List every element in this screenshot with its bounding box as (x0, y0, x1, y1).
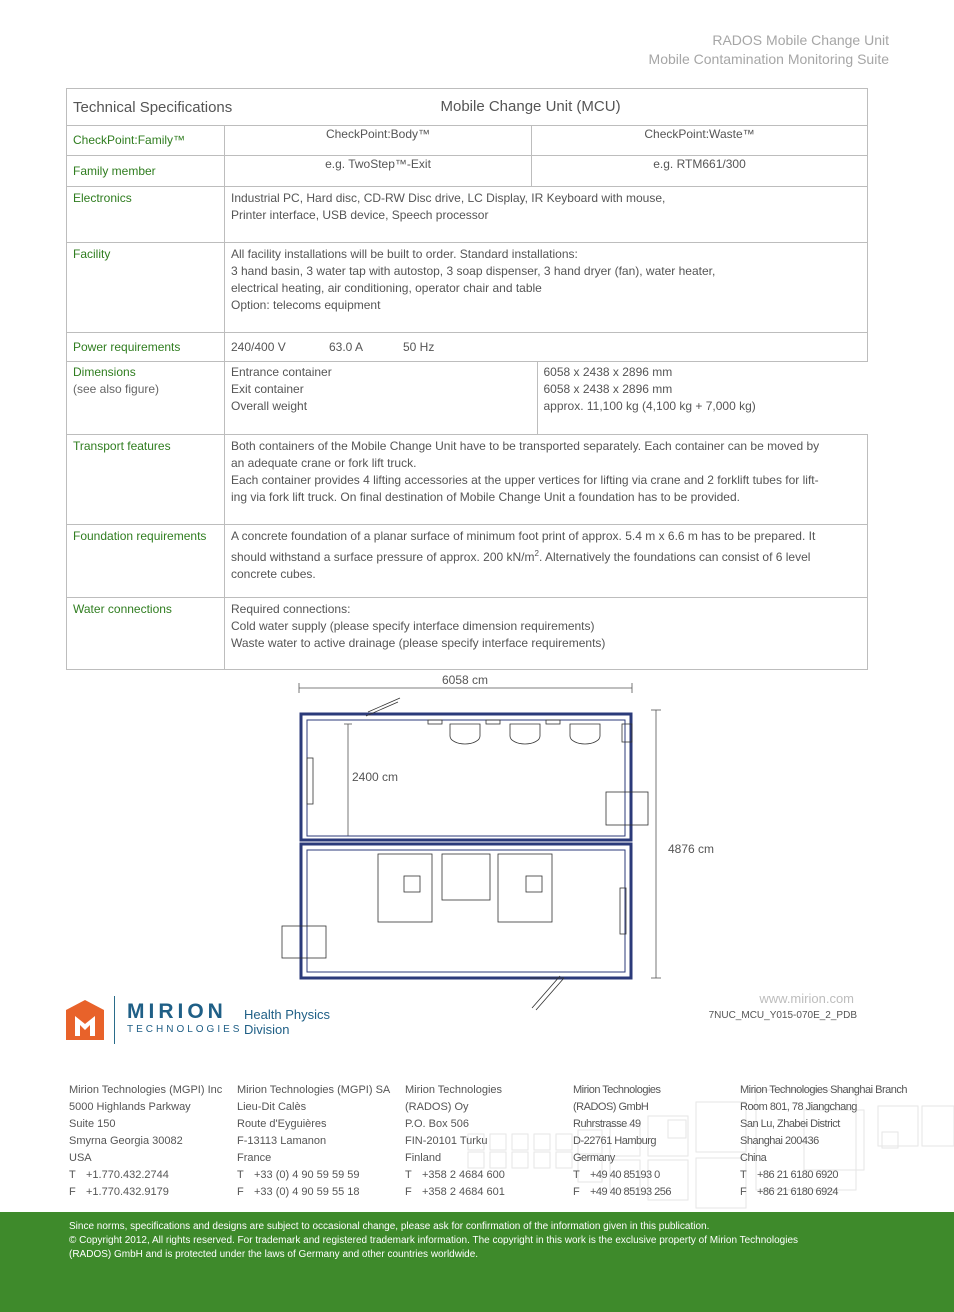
table-row-electronics (67, 187, 868, 243)
phone-key: T (237, 1169, 244, 1181)
row-value (225, 435, 868, 525)
address-line: FIN-20101 Turku (405, 1135, 488, 1147)
text-line: Both containers of the Mobile Change Unit have to be transported separately. Each container can be moved by (231, 439, 820, 453)
text-line: Printer interface, USB device, Speech processor (231, 208, 489, 222)
address-line: Mirion Technologies Shanghai Branch (740, 1084, 907, 1096)
phone-line (69, 1167, 222, 1184)
phone-line (740, 1167, 907, 1184)
address-line: F-13113 Lamanon (237, 1135, 327, 1147)
phone-key: T (69, 1169, 76, 1181)
family-body: CheckPoint:Body™ (225, 126, 532, 156)
row-value (225, 187, 868, 243)
logo-subtitle: TECHNOLOGIES (127, 1024, 243, 1035)
text-line: Option: telecoms equipment (231, 298, 381, 312)
address-line: Suite 150 (69, 1118, 116, 1130)
row-value (225, 333, 868, 362)
text-line: Each container provides 4 lifting accessories at the upper vertices for lifting via crane and 2 forklift tubes for lift- (231, 473, 819, 487)
family-waste: CheckPoint:Waste™ (532, 126, 868, 156)
text-line: an adequate crane or fork lift truck. (231, 456, 417, 470)
address-line: D-22761 Hamburg (573, 1135, 656, 1147)
address-china (740, 1082, 907, 1201)
table-row-facility (67, 243, 868, 333)
address-line: Mirion Technologies (573, 1084, 661, 1096)
legal-text (69, 1220, 859, 1262)
address-line: P.O. Box 506 (405, 1118, 470, 1130)
legal-footer (0, 1212, 954, 1312)
address-line: Smyrna Georgia 30082 (69, 1135, 183, 1147)
table-title-row (67, 89, 868, 126)
header-suite: Mobile Contamination Monitoring Suite (648, 51, 889, 67)
inner-dimension-label: 2400 cm (352, 770, 399, 784)
text-line: ing via fork lift truck. On final destination of Mobile Change Unit a foundation has to be provided. (231, 490, 740, 504)
address-line: Germany (573, 1152, 615, 1164)
address-line: (RADOS) Oy (405, 1101, 469, 1113)
phone-key: T (573, 1169, 580, 1181)
table-row-member (67, 156, 868, 187)
mirion-mark-icon (66, 1000, 104, 1040)
phone-key: T (405, 1169, 412, 1181)
table-row-water (67, 598, 868, 670)
legal-line: Since norms, specifications and designs are subject to occasional change, please ask for confirmation of the information given in this publication. (69, 1221, 710, 1232)
text-line: approx. 11,100 kg (4,100 kg + 7,000 kg) (543, 399, 756, 413)
phone-line (237, 1167, 390, 1184)
table-row-foundation (67, 525, 868, 598)
mirion-logo (66, 994, 336, 1048)
logo-divider (114, 996, 115, 1044)
address-line: 5000 Highlands Parkway (69, 1101, 191, 1113)
address-line: Finland (405, 1152, 442, 1164)
row-label: Family member (67, 156, 225, 187)
floor-plan-drawing (280, 672, 715, 1022)
power-frequency: 50 Hz (403, 339, 435, 354)
text-line: Waste water to active drainage (please specify interface requirements) (231, 636, 606, 650)
fax-key: F (405, 1186, 412, 1198)
address-line: Mirion Technologies (MGPI) SA (237, 1084, 391, 1096)
logo-brand: MIRION (127, 1000, 227, 1023)
text-fragment: should withstand a surface pressure of approx. 200 kN/m (231, 550, 535, 564)
address-finland (405, 1082, 505, 1201)
row-label (67, 362, 225, 435)
member-body: e.g. TwoStep™-Exit (225, 156, 532, 187)
text-line: 3 hand basin, 3 water tap with autostop, 3 soap dispenser, 3 hand dryer (fan), water heater, (231, 264, 716, 278)
table-row-transport (67, 435, 868, 525)
superscript: 2 (534, 549, 539, 558)
phone-line (573, 1167, 671, 1184)
dimensions-label: Dimensions (73, 365, 136, 379)
address-usa (69, 1082, 222, 1201)
fax-key: F (69, 1186, 76, 1198)
table-subject: Mobile Change Unit (MCU) (440, 97, 621, 115)
phone-number: +358 2 4684 600 (422, 1169, 505, 1181)
address-line: Ruhrstrasse 49 (573, 1118, 641, 1130)
text-fragment: . Alternatively the foundations can consist of 6 level (538, 550, 811, 564)
power-current: 63.0 A (329, 339, 364, 354)
text-line: Industrial PC, Hard disc, CD-RW Disc drive, LC Display, IR Keyboard with mouse, (231, 191, 666, 205)
address-germany (573, 1082, 671, 1201)
address-line: (RADOS) GmbH (573, 1101, 649, 1113)
phone-line (405, 1167, 505, 1184)
address-line: Lieu-Dit Calès (237, 1101, 307, 1113)
header-product: RADOS Mobile Change Unit (712, 32, 889, 48)
fax-line (237, 1184, 390, 1201)
address-line: Room 801, 78 Jiangchang (740, 1101, 857, 1113)
document-header (649, 31, 889, 69)
text-line: concrete cubes. (231, 567, 316, 581)
power-voltage: 240/400 V (231, 339, 286, 354)
dimensions-values (537, 362, 868, 434)
address-france (237, 1082, 390, 1201)
text-line (231, 545, 861, 566)
row-label: Electronics (67, 187, 225, 243)
text-line: All facility installations will be built to order. Standard installations: (231, 247, 578, 261)
dimensions-items (225, 362, 537, 434)
address-line: Mirion Technologies (MGPI) Inc (69, 1084, 223, 1096)
fax-line (405, 1184, 505, 1201)
text-line: 6058 x 2438 x 2896 mm (543, 365, 673, 379)
fax-number: +33 (0) 4 90 59 55 18 (254, 1186, 360, 1198)
address-line: San Lu, Zhabei District (740, 1118, 840, 1130)
specifications-table (66, 88, 868, 670)
fax-number: +358 2 4684 601 (422, 1186, 505, 1198)
row-label: Transport features (67, 435, 225, 525)
phone-number: +49 40 85193 0 (590, 1169, 660, 1181)
text-line: Cold water supply (please specify interface dimension requirements) (231, 619, 595, 633)
fax-key: F (740, 1186, 747, 1198)
fax-line (69, 1184, 222, 1201)
fax-line (573, 1184, 671, 1201)
text-line: Entrance container (231, 365, 332, 379)
table-row-power (67, 333, 868, 362)
legal-line: © Copyright 2012, All rights reserved. For trademark and registered trademark information. The copyright in this work is the exclusive property of Mirion Technologies (69, 1235, 798, 1246)
width-dimension-label: 6058 cm (441, 673, 489, 687)
fax-key: F (573, 1186, 580, 1198)
address-line: Route d'Eyguières (237, 1118, 327, 1130)
website-link[interactable]: www.mirion.com (759, 991, 854, 1006)
address-line: Mirion Technologies (405, 1084, 503, 1096)
text-line: Overall weight (231, 399, 308, 413)
dimensions-subtable (225, 362, 868, 434)
logo-division (244, 1007, 330, 1037)
document-code: 7NUC_MCU_Y015-070E_2_PDB (708, 1010, 857, 1021)
fax-number: +49 40 85193 256 (590, 1186, 672, 1198)
text-line: 6058 x 2438 x 2896 mm (543, 382, 673, 396)
dimensions-note: (see also figure) (73, 382, 160, 396)
row-label: Water connections (67, 598, 225, 670)
row-value (225, 598, 868, 670)
fax-key: F (237, 1186, 244, 1198)
row-value (225, 525, 868, 598)
fax-number: +1.770.432.9179 (86, 1186, 169, 1198)
text-line: A concrete foundation of a planar surface of minimum foot print of approx. 5.4 m x 6.6 m has to be prepared. It (231, 529, 816, 543)
legal-line: (RADOS) GmbH and is protected under the laws of Germany and other countries worldwide. (69, 1249, 479, 1260)
text-line: electrical heating, air conditioning, operator chair and table (231, 281, 542, 295)
address-line: China (740, 1152, 767, 1164)
fax-number: +86 21 6180 6924 (757, 1186, 839, 1198)
table-title: Technical Specifications (73, 98, 233, 116)
address-line: USA (69, 1152, 92, 1164)
phone-key: T (740, 1169, 747, 1181)
phone-number: +86 21 6180 6920 (757, 1169, 839, 1181)
address-line: France (237, 1152, 272, 1164)
text-line: Required connections: (231, 602, 351, 616)
row-label: Power requirements (67, 333, 225, 362)
row-label: Foundation requirements (67, 525, 225, 598)
address-line: Shanghai 200436 (740, 1135, 819, 1147)
row-label: CheckPoint:Family™ (67, 126, 225, 156)
row-value (225, 362, 868, 435)
row-value (225, 243, 868, 333)
fax-line (740, 1184, 907, 1201)
phone-number: +33 (0) 4 90 59 59 59 (254, 1169, 360, 1181)
phone-number: +1.770.432.2744 (86, 1169, 169, 1181)
member-waste: e.g. RTM661/300 (532, 156, 868, 187)
height-dimension-label: 4876 cm (668, 842, 715, 856)
division-line: Health Physics (244, 1007, 330, 1022)
row-label: Facility (67, 243, 225, 333)
table-row-family (67, 126, 868, 156)
division-line: Division (244, 1022, 290, 1037)
table-row-dimensions (67, 362, 868, 435)
text-line: Exit container (231, 382, 304, 396)
